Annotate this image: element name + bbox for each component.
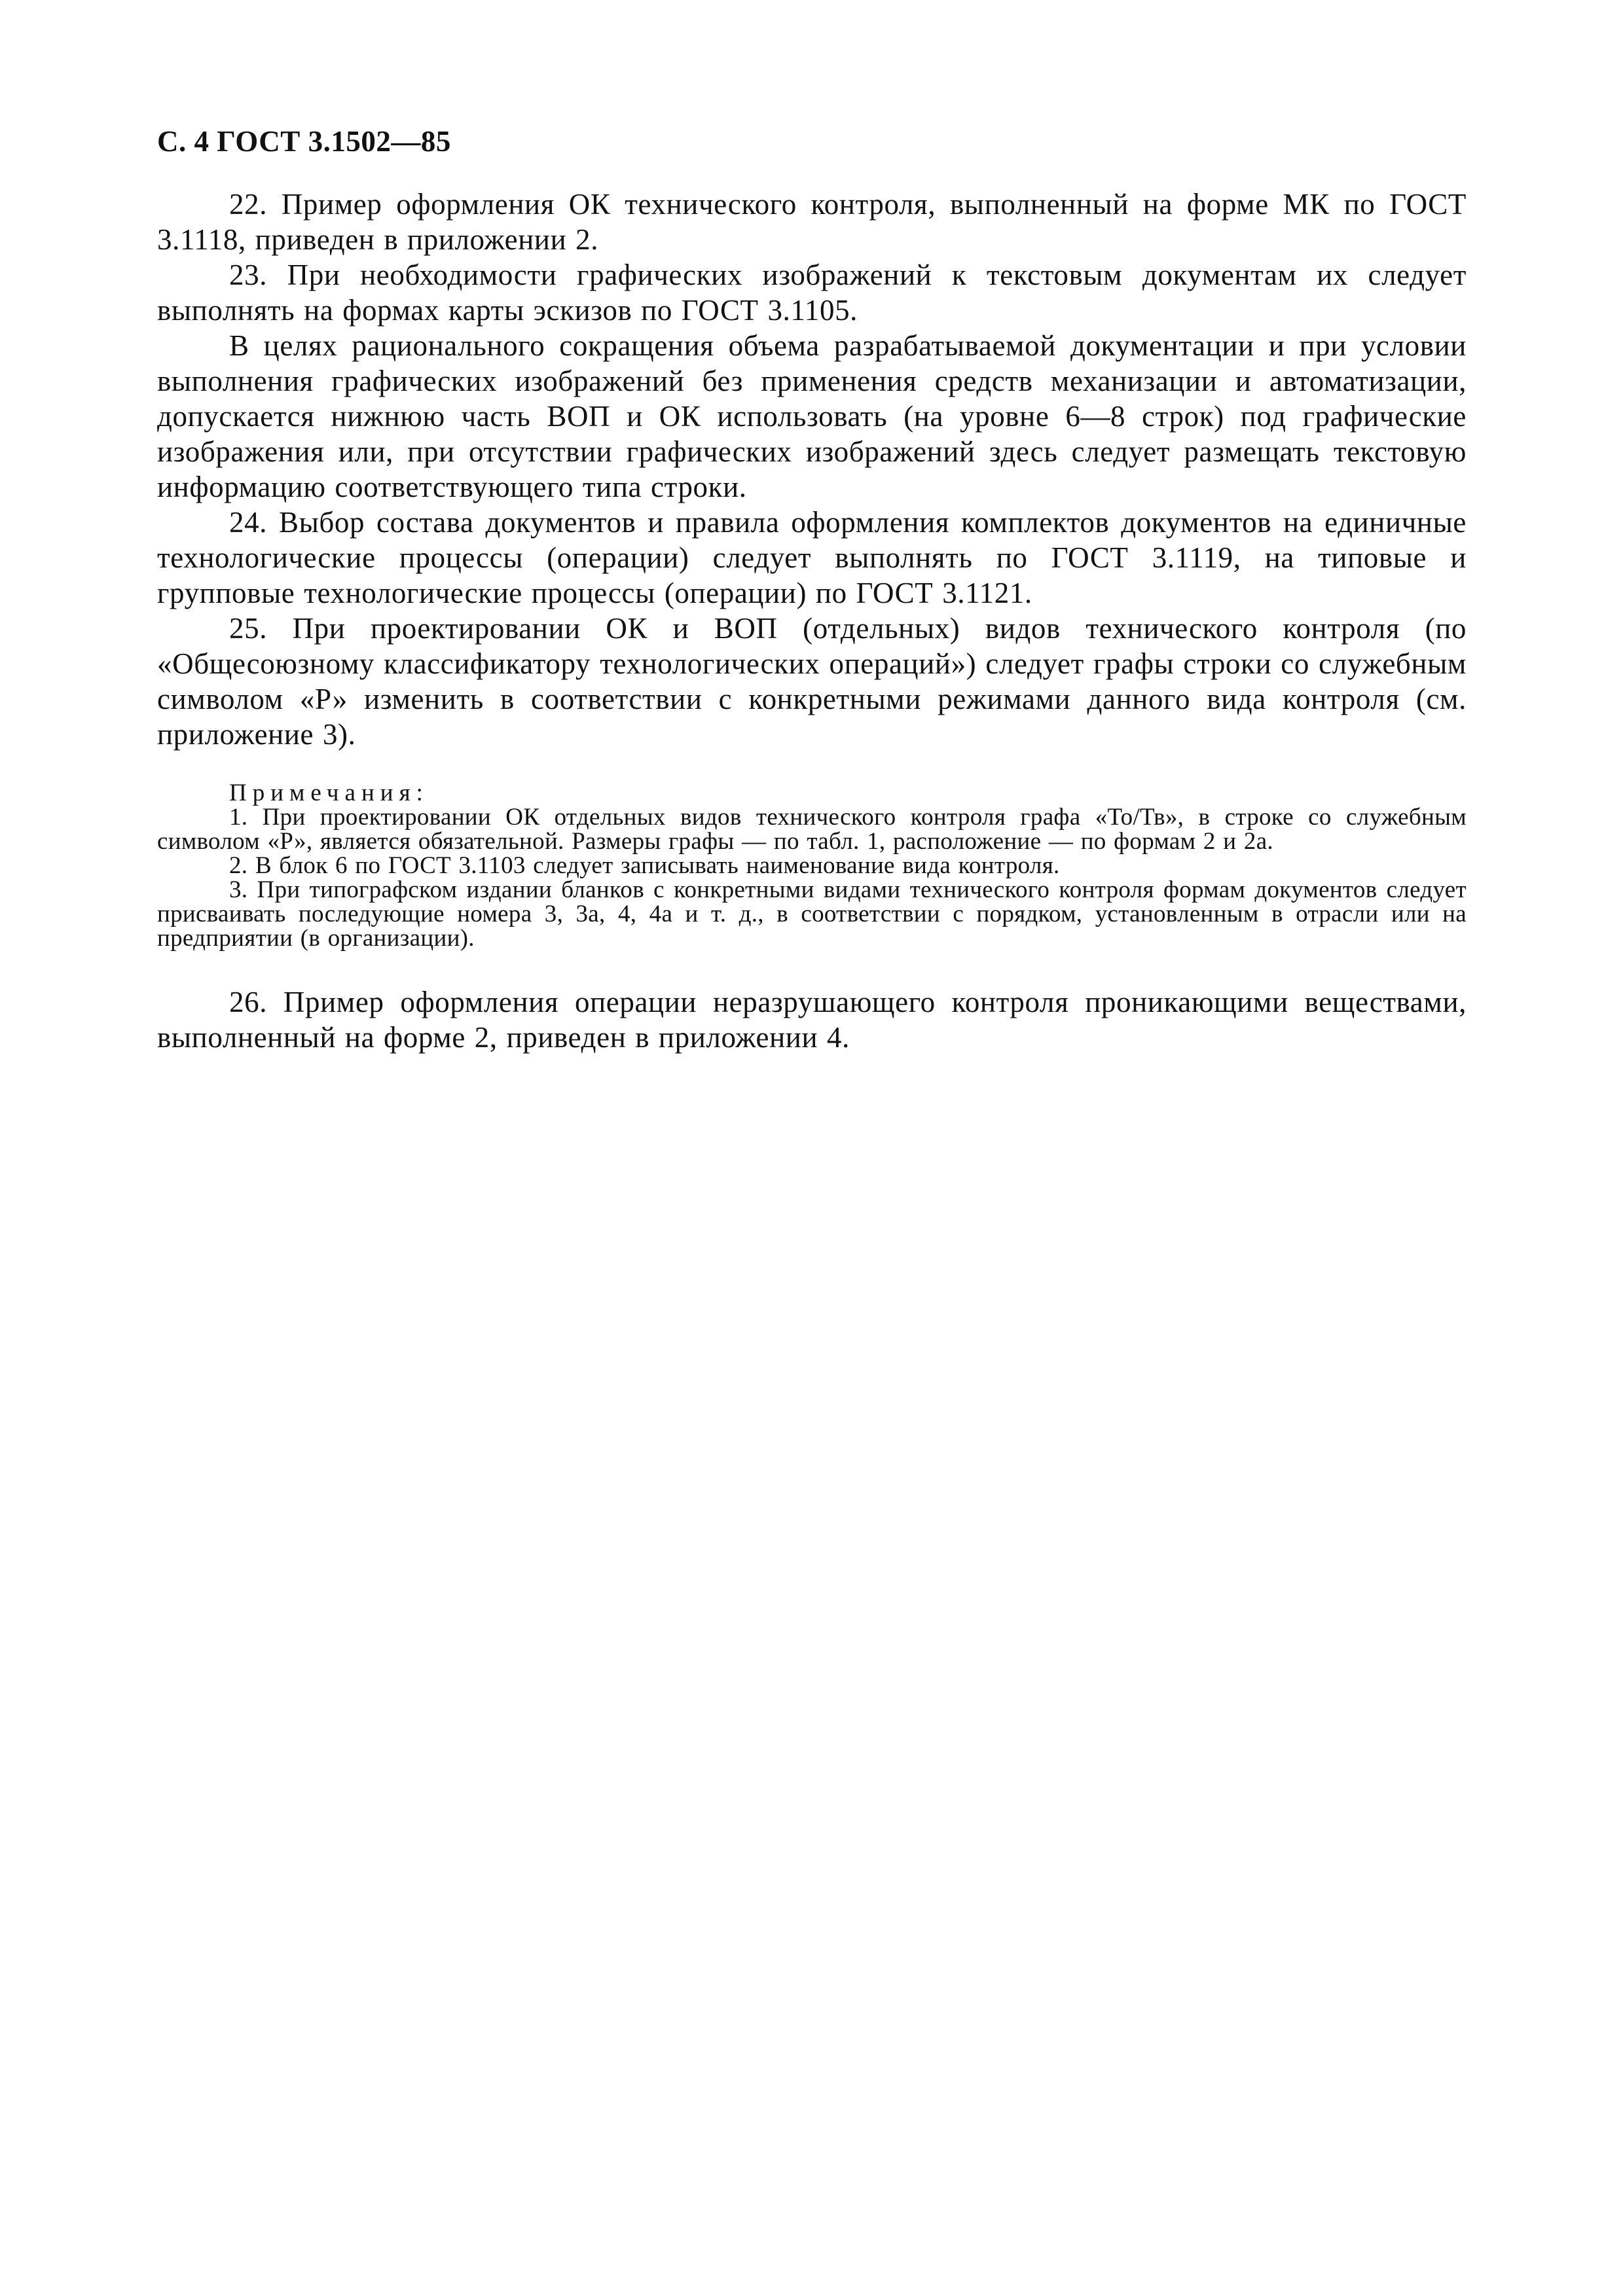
notes-block [157,781,1467,950]
document-body [157,187,1467,1055]
page-header: С. 4 ГОСТ 3.1502—85 [157,125,451,158]
note-2: 2. В блок 6 по ГОСТ 3.1103 следует записывать наименование вида контроля. [229,852,1060,879]
paragraph-22: 22. Пример оформления ОК технического контроля, выполненный на форме МК по ГОСТ 3.1118, приведен в приложении 2. [157,188,1467,256]
note-1: 1. При проектировании ОК отдельных видов технического контроля графа «То/Тв», в строке со служебным символом «Р», является обязательной. Размеры графы — по табл. 1, расположение — по формам 2 и 2а. [157,804,1467,855]
paragraph-25: 25. При проектировании ОК и ВОП (отдельных) видов технического контроля (по «Общесоюзному классификатору технологических операций») следует графы строки со служебным символом «Р» изменить в соответствии с конкретными режимами данного вида контроля (см. приложение 3). [157,612,1467,751]
paragraph-24: 24. Выбор состава документов и правила оформления комплектов документов на единичные технологические процессы (операции) следует выполнять по ГОСТ 3.1119, на типовые и групповые технологические процессы (операции) по ГОСТ 3.1121. [157,506,1467,609]
paragraph-23: 23. При необходимости графических изображений к текстовым документам их следует выполнять на формах карты эскизов по ГОСТ 3.1105. [157,259,1467,327]
paragraph-26: 26. Пример оформления операции неразрушающего контроля проникающими веществами, выполненный на форме 2, приведен в приложении 4. [157,986,1467,1054]
note-3: 3. При типографском издании бланков с конкретными видами технического контроля формам документов следует присваивать последующие номера 3, 3а, 4, 4а и т. д., в соответствии с порядком, установленным в отрасли или на предприятии (в организации). [157,876,1467,952]
paragraph-23-continuation: В целях рационального сокращения объема разрабатываемой документации и при условии выполнения графических изображений без применения средств механизации и автоматизации, допускается нижнюю часть ВОП и ОК использовать (на уровне 6—8 строк) под графические изображения или, при отсутствии графических изображений здесь следует размещать текстовую информацию соответствующего типа строки. [157,329,1467,503]
notes-title: Примечания: [229,780,429,806]
